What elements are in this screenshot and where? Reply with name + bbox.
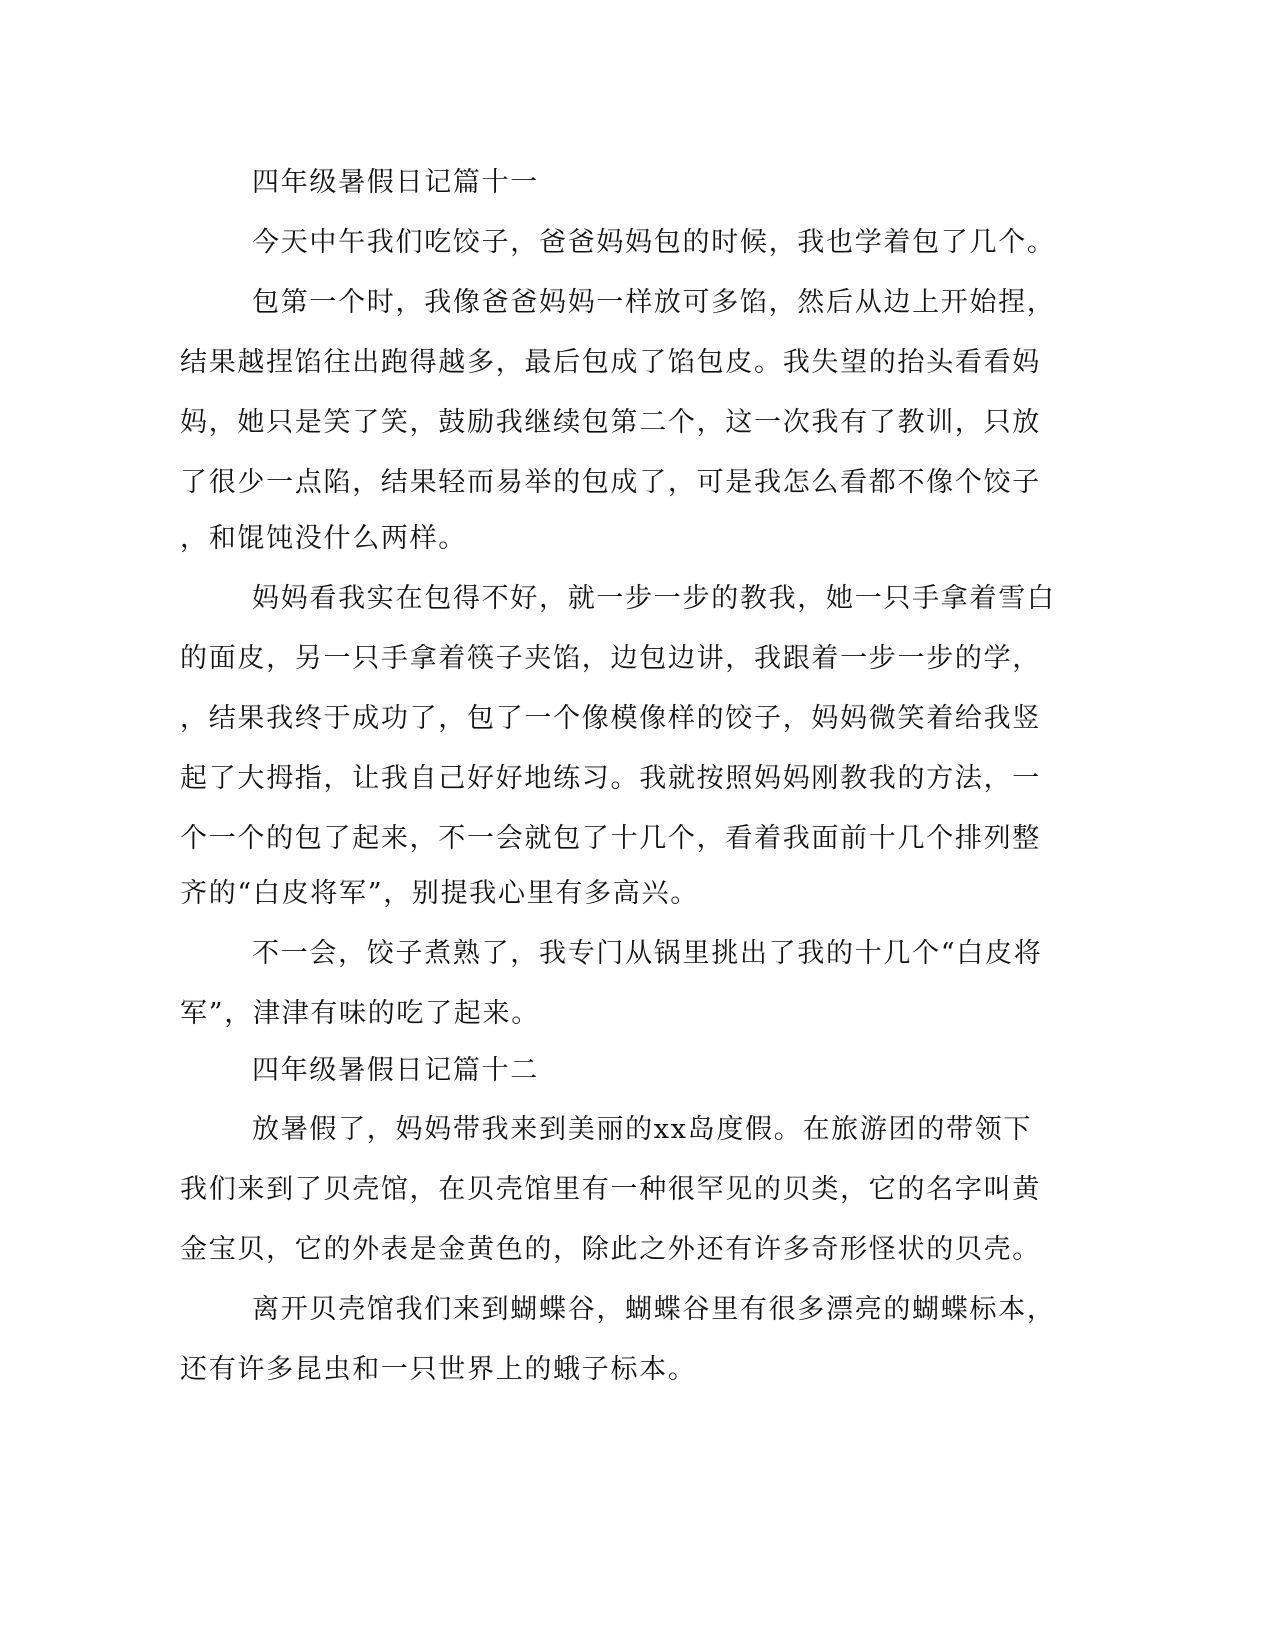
paragraph-line: 军”，津津有味的吃了起来。: [180, 998, 540, 1029]
paragraph-line: 起了大拇指，让我自己好好地练习。我就按照妈妈刚教我的方法，一: [180, 763, 1041, 794]
paragraph-line: 了很少一点陷，结果轻而易举的包成了，可是我怎么看都不像个饺子: [180, 467, 1041, 498]
paragraph-line: 妈妈看我实在包得不好，就一步一步的教我，她一只手拿着雪白: [252, 583, 1056, 614]
paragraph-line: 我们来到了贝壳馆，在贝壳馆里有一种很罕见的贝类，它的名字叫黄: [180, 1174, 1041, 1205]
paragraph-line: 结果越捏馅往出跑得越多，最后包成了馅包皮。我失望的抬头看看妈: [180, 347, 1041, 378]
diary-title-twelve: 四年级暑假日记篇十二: [252, 1055, 539, 1086]
diary-title-eleven: 四年级暑假日记篇十一: [252, 167, 539, 198]
paragraph-line: 还有许多昆虫和一只世界上的蛾子标本。: [180, 1354, 697, 1385]
paragraph-line: 妈，她只是笑了笑，鼓励我继续包第二个，这一次我有了教训，只放: [180, 407, 1041, 438]
paragraph-line: 包第一个时，我像爸爸妈妈一样放可多馅，然后从边上开始捏，: [252, 287, 1056, 318]
paragraph-line: 金宝贝，它的外表是金黄色的，除此之外还有许多奇形怪状的贝壳。: [180, 1234, 1041, 1265]
paragraph-line: 的面皮，另一只手拿着筷子夹馅，边包边讲，我跟着一步一步的学，: [180, 643, 1041, 674]
paragraph-line: 放暑假了，妈妈带我来到美丽的xx岛度假。在旅游团的带领下: [252, 1114, 1033, 1145]
paragraph-line: 不一会，饺子煮熟了，我专门从锅里挑出了我的十几个“白皮将: [252, 938, 1043, 969]
paragraph-line: ，结果我终于成功了，包了一个像模像样的饺子，妈妈微笑着给我竖: [180, 703, 1041, 734]
paragraph-line: 离开贝壳馆我们来到蝴蝶谷，蝴蝶谷里有很多漂亮的蝴蝶标本，: [252, 1294, 1056, 1325]
paragraph-line: 今天中午我们吃饺子，爸爸妈妈包的时候，我也学着包了几个。: [252, 227, 1056, 258]
paragraph-line: 个一个的包了起来，不一会就包了十几个，看着我面前十几个排列整: [180, 823, 1041, 854]
paragraph-line: ，和馄饨没什么两样。: [180, 523, 467, 554]
paragraph-line: 齐的“白皮将军”，别提我心里有多高兴。: [180, 878, 699, 909]
